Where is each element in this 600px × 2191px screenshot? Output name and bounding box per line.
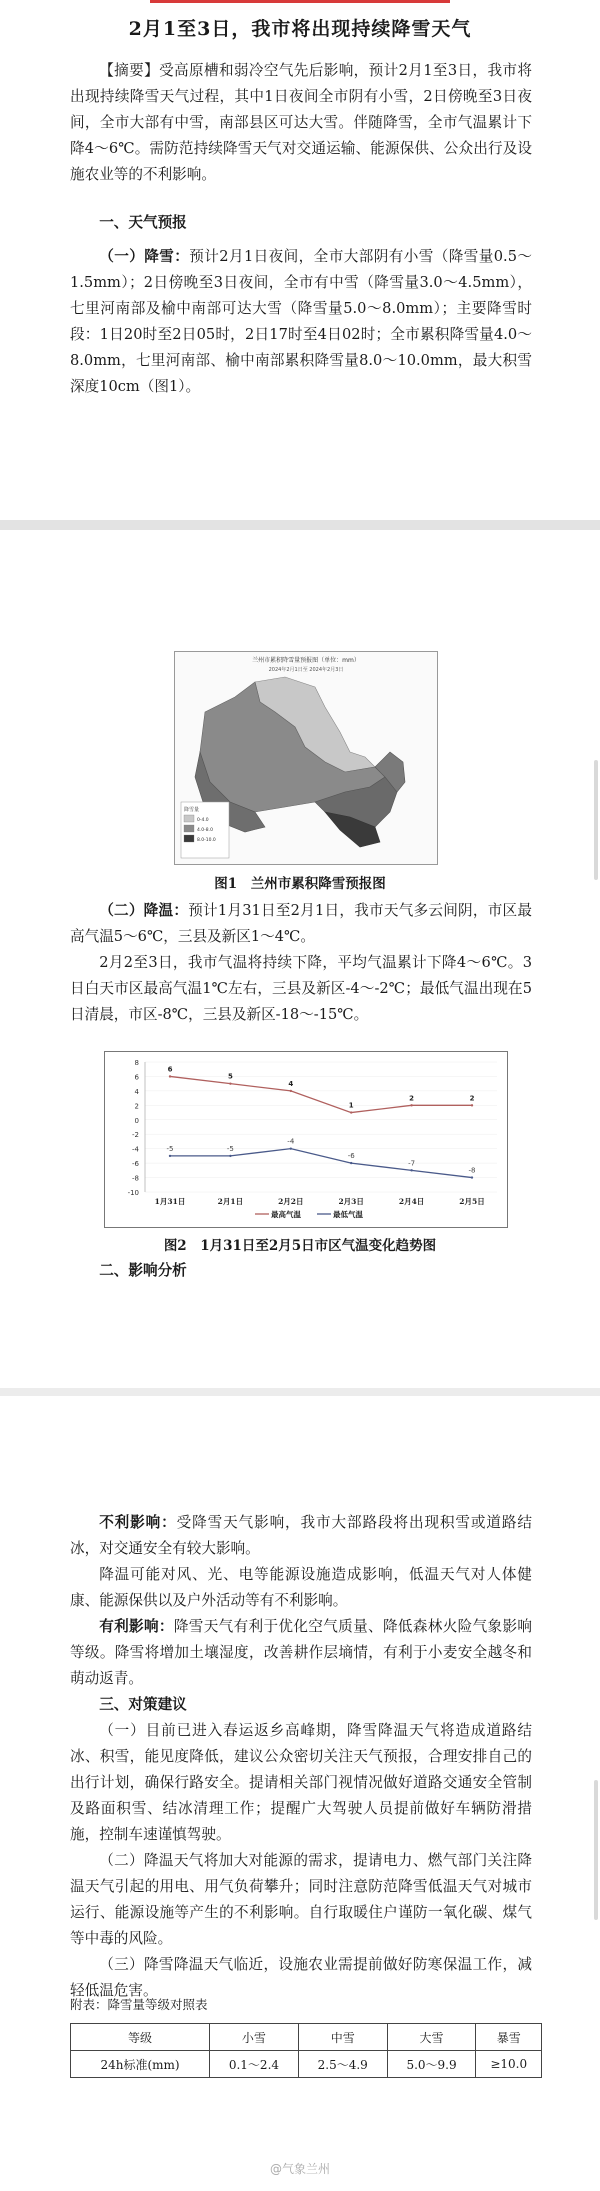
series-line-max xyxy=(170,1076,472,1112)
temp-text-1: 预计1月31日至2月1日，我市天气多云间阴，市区最高气温5～6℃，三县及新区1～4℃。 xyxy=(70,902,532,945)
table-cell: 2.5～4.9 xyxy=(298,2051,387,2078)
favorable-text: 降雪天气有利于优化空气质量、降低森林火险气象影响等级。降雪将增加土壤湿度，改善耕作层墒情，有利于小麦安全越冬和萌动返青。 xyxy=(70,1618,532,1687)
data-point xyxy=(169,1075,171,1077)
abstract xyxy=(70,58,532,188)
map-legend-title: 降雪量 xyxy=(184,807,200,813)
top-bar xyxy=(0,0,600,4)
y-tick-label: 8 xyxy=(134,1059,139,1067)
abstract-text: 【摘要】受高原槽和弱冷空气先后影响，预计2月1至3日，我市将出现持续降雪天气过程，其中1日夜间全市阴有小雪，2日傍晚至3日夜间，全市大部有中雪，南部县区可达大雪。伴随降雪，全市气温累计下降4～6℃。需防范持续降雪天气对交通运输、能源保供、公众出行及设施农业等的不利影响。 xyxy=(70,62,532,183)
snow-text: 预计2月1日夜间，全市大部阴有小雪（降雪量0.5～1.5mm）；2日傍晚至3日夜间，全市有中雪（降雪量3.0～4.5mm），七里河南部及榆中南部可达大雪（降雪量5.0～8.0mm）；主要降雪时段：1日20时至2日05时，2日17时至4日02时；全市累积降雪量4.0～8.0mm，七里河南部、榆中南部累积降雪量8.0～10.0mm，最大积雪深度10cm（图1）。 xyxy=(70,248,532,395)
impact-paragraphs xyxy=(70,1510,532,2004)
x-tick-label: 2月2日 xyxy=(278,1197,304,1206)
table-header-cell: 等级 xyxy=(71,2024,210,2051)
snow-level-table xyxy=(70,2023,542,2078)
y-tick-label: -6 xyxy=(132,1160,139,1169)
y-tick-label: -10 xyxy=(127,1189,139,1197)
advice-3: （三）降雪降温天气临近，设施农业需提前做好防寒保温工作，减轻低温危害。 xyxy=(70,1956,532,1999)
data-point xyxy=(471,1104,473,1106)
favorable-label: 有利影响： xyxy=(99,1618,174,1635)
map-legend-3: 8.0-10.0 xyxy=(197,838,216,843)
y-tick-label: 4 xyxy=(134,1087,139,1096)
watermark: @气象兰州 xyxy=(270,2162,331,2176)
data-label: -8 xyxy=(468,1166,476,1175)
data-point xyxy=(471,1176,473,1178)
section-impact xyxy=(70,1258,532,1284)
data-label: -5 xyxy=(226,1144,234,1153)
page-title: 2月1至3日，我市将出现持续降雪天气 xyxy=(128,18,472,40)
data-point xyxy=(410,1169,412,1171)
fig1-caption: 图1 兰州市累积降雪预报图 xyxy=(214,876,386,892)
data-label: 2 xyxy=(409,1094,415,1103)
table-header-cell: 小雪 xyxy=(210,2024,299,2051)
section-heading-1: 一、天气预报 xyxy=(99,214,187,231)
snowfall-map xyxy=(174,651,438,865)
table-header-row xyxy=(71,2024,542,2051)
table-cell: ≥10.0 xyxy=(476,2051,542,2078)
data-point xyxy=(410,1104,412,1106)
data-label: -7 xyxy=(408,1159,416,1168)
legend-label: 最低气温 xyxy=(333,1210,363,1219)
x-tick-label: 2月1日 xyxy=(217,1197,244,1206)
data-label: -4 xyxy=(287,1137,295,1146)
x-tick-label: 2月5日 xyxy=(459,1197,485,1206)
table-header-cell: 大雪 xyxy=(387,2024,476,2051)
snow-paragraph xyxy=(70,244,532,400)
y-tick-label: 0 xyxy=(134,1116,139,1125)
section-heading-3: 三、对策建议 xyxy=(99,1696,187,1713)
y-tick-label: -2 xyxy=(132,1131,139,1140)
map-graphic xyxy=(175,652,437,864)
data-label: -6 xyxy=(347,1152,355,1161)
table-cell: 0.1～2.4 xyxy=(210,2051,299,2078)
adverse-text: 受降雪天气影响，我市大部路段将出现积雪或道路结冰，对交通安全有较大影响。 xyxy=(70,1514,532,1557)
scrollbar-thumb[interactable] xyxy=(594,760,598,880)
section-heading-2: 二、影响分析 xyxy=(99,1262,187,1279)
map-legend-2: 4.0-8.0 xyxy=(197,828,213,833)
x-tick-label: 1月31日 xyxy=(154,1197,186,1206)
legend-label: 最高气温 xyxy=(271,1210,301,1219)
page-separator xyxy=(0,520,600,530)
y-tick-label: -4 xyxy=(132,1145,139,1154)
section-weather-forecast xyxy=(70,210,532,236)
page-separator-2 xyxy=(0,1388,600,1396)
data-point xyxy=(350,1111,352,1113)
map-subtitle: 2024年2月1日至 2024年2月3日 xyxy=(268,667,344,673)
adverse-text-2: 降温可能对风、光、电等能源设施造成影响，低温天气对人体健康、能源保供以及户外活动等有不利影响。 xyxy=(70,1566,532,1609)
table-title: 附表：降雪量等级对照表 xyxy=(70,1997,208,2012)
temp-text-2: 2月2至3日，我市气温将持续下降，平均气温累计下降4～6℃。3日白天市区最高气温1℃左右，三县及新区-4～-2℃；最低气温出现在5日清晨，市区-8℃，三县及新区-18～-15℃。 xyxy=(70,954,532,1023)
data-label: 5 xyxy=(227,1072,233,1081)
data-point xyxy=(229,1155,231,1157)
table-header-cell: 暴雪 xyxy=(476,2024,542,2051)
table-cell: 24h标准(mm) xyxy=(71,2051,210,2078)
data-point xyxy=(229,1082,231,1084)
data-label: 4 xyxy=(288,1079,294,1088)
fig2-caption: 图2 1月31日至2月5日市区气温变化趋势图 xyxy=(163,1238,437,1254)
table-row xyxy=(71,2051,542,2078)
data-label: 1 xyxy=(348,1101,354,1110)
data-label: 6 xyxy=(167,1065,173,1074)
temp-paragraph xyxy=(70,898,532,1028)
x-tick-label: 2月3日 xyxy=(338,1197,364,1206)
data-point xyxy=(290,1090,292,1092)
map-legend-1: 0-4.0 xyxy=(197,818,209,823)
advice-2: （二）降温天气将加大对能源的需求，提请电力、燃气部门关注降温天气引起的用电、用气负荷攀升；同时注意防范降雪低温天气对城市运行、能源设施等产生的不利影响。自行取暖住户谨防一氧化碳、煤气等中毒的风险。 xyxy=(70,1852,532,1947)
temperature-chart xyxy=(104,1051,508,1228)
table-cell: 5.0～9.9 xyxy=(387,2051,476,2078)
temp-label: （二）降温： xyxy=(99,902,189,919)
x-tick-label: 2月4日 xyxy=(398,1197,425,1206)
advice-1: （一）目前已进入春运返乡高峰期，降雪降温天气将造成道路结冰、积雪，能见度降低，建议公众密切关注天气预报，合理安排自己的出行计划，确保行路安全。提请相关部门视情况做好道路交通安全管制及路面积雪、结冰清理工作；提醒广大驾驶人员提前做好车辆防滑措施，控制车速谨慎驾驶。 xyxy=(70,1722,532,1843)
data-label: -5 xyxy=(166,1144,174,1153)
y-tick-label: -8 xyxy=(132,1174,139,1183)
data-label: 2 xyxy=(469,1094,475,1103)
data-point xyxy=(169,1155,171,1157)
snow-label: （一）降雪： xyxy=(99,248,190,265)
table-header-cell: 中雪 xyxy=(298,2024,387,2051)
data-point xyxy=(290,1147,292,1149)
map-title: 兰州市累积降雪量预报图（单位：mm） xyxy=(252,657,360,664)
adverse-label: 不利影响： xyxy=(99,1514,177,1531)
y-tick-label: 6 xyxy=(134,1073,139,1082)
data-point xyxy=(350,1162,352,1164)
y-tick-label: 2 xyxy=(134,1102,139,1111)
chart-svg xyxy=(105,1052,507,1227)
scrollbar-thumb-2[interactable] xyxy=(594,1780,598,1920)
